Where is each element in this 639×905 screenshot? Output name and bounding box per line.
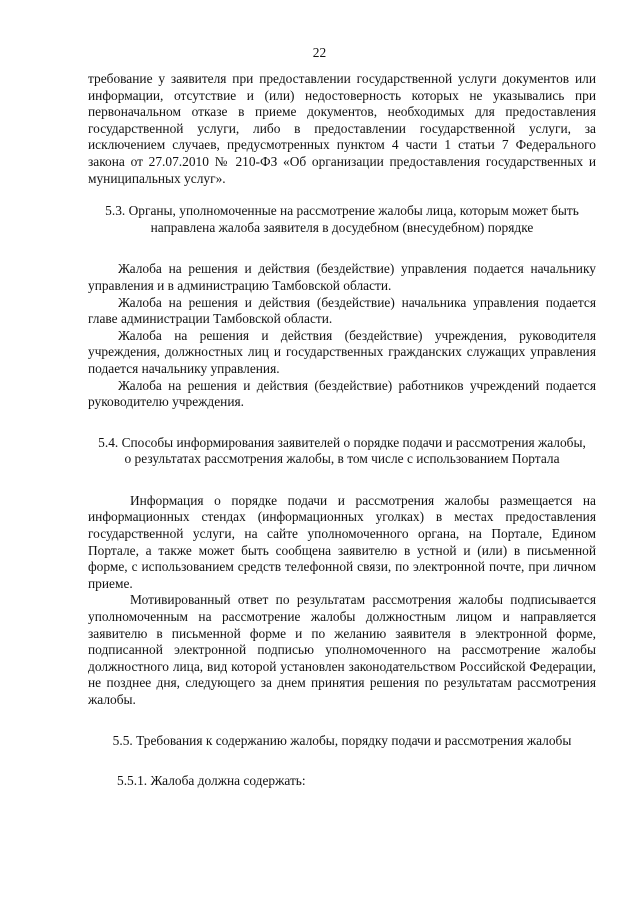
item-5-5-1: 5.5.1. Жалоба должна содержать: — [117, 773, 306, 789]
page-number: 22 — [312, 45, 327, 60]
section-5-3-paragraph: Жалоба на решения и действия (бездействие) учреждения, руководителя учреждения, должностных лиц и государственных гражданских служащих управления подается начальнику управления. — [88, 327, 596, 376]
section-5-4-body — [88, 493, 596, 709]
section-5-3-paragraph: Жалоба на решения и действия (бездействие) работников учреждений подается руководителю учреждения. — [88, 377, 596, 410]
intro-paragraph: требование у заявителя при предоставлении государственной услуги документов или информации, отсутствие и (или) недостоверность которых не указывались при первоначальном отказе в приеме документов, необходимых для предоставления государственной услуги, либо в предоставлении государственной услуги, за исключением случаев, предусмотренных пунктом 4 части 1 статьи 7 Федерального закона от 27.07.2010 № 210-ФЗ «Об организации предоставления государственных и муниципальных услуг». — [88, 71, 596, 186]
section-5-4-paragraph: Информация о порядке подачи и рассмотрения жалобы размещается на информационных стендах (информационных уголках) в местах предоставления государственной услуги, на сайте уполномоченного органа, на Портале, Едином Портале, а также может быть сообщена заявителю в устной и (или) в письменной форме, с использованием средств телефонной связи, по электронной почте, при личном приеме. — [88, 492, 596, 591]
section-5-3-body — [88, 261, 596, 410]
section-5-5-heading: 5.5. Требования к содержанию жалобы, порядку подачи и рассмотрения жалобы — [112, 732, 572, 748]
section-5-3-paragraph: Жалоба на решения и действия (бездействие) управления подается начальнику управления и в администрацию Тамбовской области. — [88, 261, 596, 293]
section-5-4-paragraph: Мотивированный ответ по результатам рассмотрения жалобы подписывается уполномоченным на рассмотрение жалобы должностным лицом и направляется заявителю в письменной форме и по желанию заявителя в электронной форме, подписанной электронной подписью уполномоченного на рассмотрение жалобы должностного лица, вид которой установлен законодательством Российской Федерации, не позднее дня, следующего за днем принятия решения по результатам рассмотрения жалобы. — [88, 592, 596, 707]
section-5-4-heading: 5.4. Способы информирования заявителей о порядке подачи и рассмотрения жалобы, о результатах рассмотрения жалобы, в том числе с использованием Портала — [98, 434, 586, 467]
page-content — [88, 71, 596, 790]
section-5-3-heading: 5.3. Органы, уполномоченные на рассмотрение жалобы лица, которым может быть направлена жалоба заявителя в досудебном (внесудебном) порядке — [105, 203, 579, 235]
section-5-3-paragraph: Жалоба на решения и действия (бездействие) начальника управления подается главе администрации Тамбовской области. — [88, 294, 596, 327]
